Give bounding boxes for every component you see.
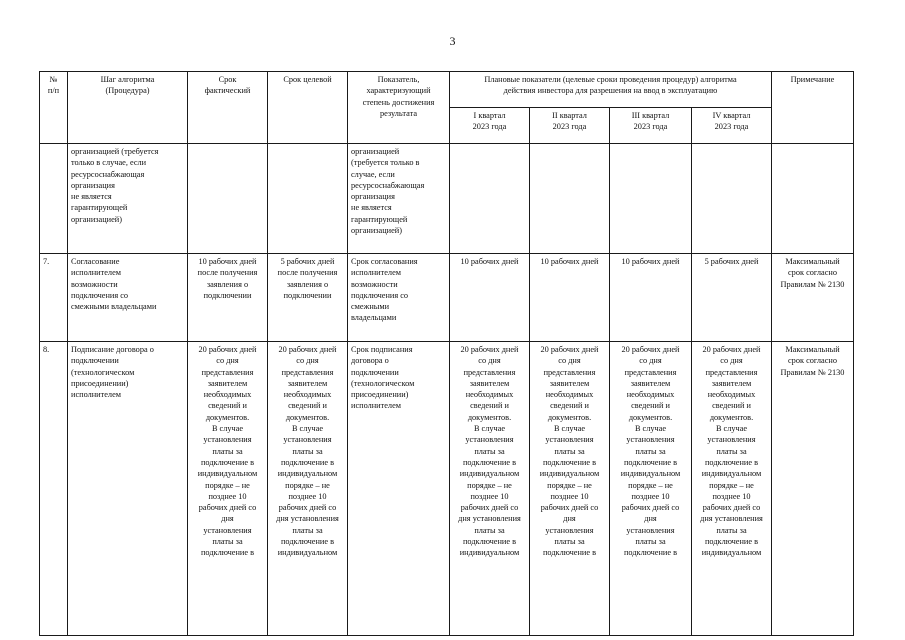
row-target bbox=[268, 144, 348, 254]
header-actual: Срок фактический bbox=[188, 72, 268, 144]
row-indicator: Срок согласования исполнителем возможности подключения со смежными владельцами bbox=[348, 254, 450, 342]
row-actual: 20 рабочих дней со дня представления заявителем необходимых сведений и документов. В случае установления платы за подключение в индивидуальном порядке – не позднее 10 рабочих дней со дня установления платы за подключение в bbox=[188, 342, 268, 636]
row-q4: 20 рабочих дней со дня представления заявителем необходимых сведений и документов. В случае установления платы за подключение в индивидуальном порядке – не позднее 10 рабочих дней со дня установления платы за подключение в индивидуальном bbox=[692, 342, 772, 636]
header-step: Шаг алгоритма (Процедура) bbox=[68, 72, 188, 144]
row-num: 8. bbox=[40, 342, 68, 636]
row-step: Согласование исполнителем возможности подключения со смежными владельцами bbox=[68, 254, 188, 342]
header-quarter-2: II квартал 2023 года bbox=[530, 108, 610, 144]
row-q2: 20 рабочих дней со дня представления заявителем необходимых сведений и документов. В случае установления платы за подключение в индивидуальном порядке – не позднее 10 рабочих дней со дня установления платы за подключение в bbox=[530, 342, 610, 636]
header-quarter-3: III квартал 2023 года bbox=[610, 108, 692, 144]
row-actual bbox=[188, 144, 268, 254]
header-indicator: Показатель, характеризующий степень достижения результата bbox=[348, 72, 450, 144]
row-q4 bbox=[692, 144, 772, 254]
page-number: 3 bbox=[449, 34, 456, 48]
header-num: № п/п bbox=[40, 72, 68, 144]
row-q3 bbox=[610, 144, 692, 254]
row-step: Подписание договора о подключении (технологическом присоединении) исполнителем bbox=[68, 342, 188, 636]
row-q2: 10 рабочих дней bbox=[530, 254, 610, 342]
row-indicator: Срок подписания договора о подключении (технологическом присоединении) исполнителем bbox=[348, 342, 450, 636]
table-row bbox=[40, 342, 854, 636]
row-actual: 10 рабочих дней после получения заявления о подключении bbox=[188, 254, 268, 342]
header-target: Срок целевой bbox=[268, 72, 348, 144]
row-target: 20 рабочих дней со дня представления заявителем необходимых сведений и документов. В случае установления платы за подключение в индивидуальном порядке – не позднее 10 рабочих дней со дня установления платы за подключение в индивидуальном bbox=[268, 342, 348, 636]
row-q2 bbox=[530, 144, 610, 254]
row-q1: 20 рабочих дней со дня представления заявителем необходимых сведений и документов. В случае установления платы за подключение в индивидуальном порядке – не позднее 10 рабочих дней со дня установления платы за подключение в индивидуальном bbox=[450, 342, 530, 636]
table-row bbox=[40, 254, 854, 342]
row-note: Максимальный срок согласно Правилам № 2130 bbox=[772, 254, 854, 342]
row-indicator: организацией (требуется только в случае, если ресурсоснабжающая организация не является гарантирующей организацией) bbox=[348, 144, 450, 254]
row-num bbox=[40, 144, 68, 254]
table-row bbox=[40, 144, 854, 254]
row-target: 5 рабочих дней после получения заявления о подключении bbox=[268, 254, 348, 342]
row-q1 bbox=[450, 144, 530, 254]
row-num: 7. bbox=[40, 254, 68, 342]
procedures-table bbox=[39, 71, 854, 636]
row-note: Максимальный срок согласно Правилам № 2130 bbox=[772, 342, 854, 636]
row-q4: 5 рабочих дней bbox=[692, 254, 772, 342]
row-step: организацией (требуется только в случае, если ресурсоснабжающая организация не является гарантирующей организацией) bbox=[68, 144, 188, 254]
header-note: Примечание bbox=[772, 72, 854, 144]
header-quarter-4: IV квартал 2023 года bbox=[692, 108, 772, 144]
row-note bbox=[772, 144, 854, 254]
row-q1: 10 рабочих дней bbox=[450, 254, 530, 342]
row-q3: 20 рабочих дней со дня представления заявителем необходимых сведений и документов. В случае установления платы за подключение в индивидуальном порядке – не позднее 10 рабочих дней со дня установления платы за подключение в bbox=[610, 342, 692, 636]
header-plan: Плановые показатели (целевые сроки проведения процедур) алгоритма действия инвестора для разрешения на ввод в эксплуатацию bbox=[450, 72, 772, 108]
header-quarter-1: I квартал 2023 года bbox=[450, 108, 530, 144]
row-q3: 10 рабочих дней bbox=[610, 254, 692, 342]
